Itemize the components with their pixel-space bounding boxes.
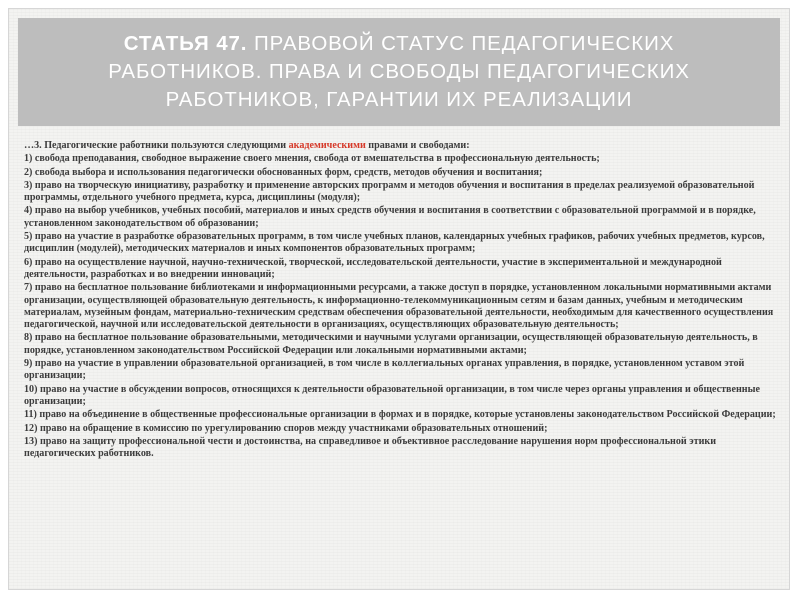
title-band [18, 18, 780, 126]
title-text: ПРАВОВОЙ СТАТУС ПЕДАГОГИЧЕСКИХ РАБОТНИКОВ. ПРАВА И СВОБОДЫ ПЕДАГОГИЧЕСКИХ РАБОТНИКОВ, ГАРАНТИИ ИХ РЕАЛИЗАЦИИ [108, 32, 690, 111]
list-item: 2) свобода выбора и использования педагогически обоснованных форм, средств, методов обучения и воспитания; [24, 166, 543, 178]
list-item: 10) право на участие в обсуждении вопросов, относящихся к деятельности образовательной организации, в том числе через органы управления и общественные организации; [24, 383, 760, 407]
list-item: 11) право на объединение в общественные профессиональные организации в формах и в порядке, которые установлены законодательством Российской Федерации; [24, 409, 776, 421]
slide-title [58, 30, 740, 114]
list-item: 3) право на творческую инициативу, разработку и применение авторских программ и методов обучения и воспитания в пределах реализуемой образовательной программы, отдельного учебного предмета, курса, дисциплины (модуля); [24, 179, 755, 204]
list-item: 1) свобода преподавания, свободное выражение своего мнения, свобода от вмешательства в профессиональную деятельность; [24, 153, 600, 165]
list-item: 4) право на выбор учебников, учебных пособий, материалов и иных средств обучения и воспитания в соответствии с образовательной программой и в порядке, установленном законодательством об образовании; [24, 205, 756, 229]
list-item: 6) право на осуществление научной, научно-технической, творческой, исследовательской деятельности, участие в экспериментальной и международной деятельности, разработках и во внедрении инноваций; [24, 256, 722, 280]
list-item: 9) право на участие в управлении образовательной организацией, в том числе в коллегиальных органах управления, в порядке, установленном уставом этой организации; [24, 358, 745, 382]
intro-after: правами и свободами: [368, 140, 470, 151]
intro-before: …3. Педагогические работники пользуются следующими [24, 140, 287, 151]
intro-accent: академическими [288, 140, 366, 151]
intro-paragraph [24, 140, 779, 152]
slide-content [24, 140, 779, 461]
list-item: 13) право на защиту профессиональной чести и достоинства, на справедливое и объективное расследование нарушения норм профессиональной этики педагогических работников. [24, 435, 717, 460]
list-item: 7) право на бесплатное пользование библиотеками и информационными ресурсами, а также доступ в порядке, установленном локальными нормативными актами организации, осуществляющей образовательную деятельность, к информационно-телекоммуникационным сетям и базам данных, учебным и методическим материалам, музейным фондам, материально-техническим средствам обеспечения образовательной деятельности, необходимым для качественного осуществления педагогической, научной или исследовательской деятельности в организациях, осуществляющих образовательную деятельность; [24, 282, 774, 331]
list-item: 5) право на участие в разработке образовательных программ, в том числе учебных планов, календарных учебных графиков, рабочих учебных предметов, курсов, дисциплин (модулей), методических материалов и иных компонентов образовательных программ; [24, 231, 765, 255]
list-item: 8) право на бесплатное пользование образовательными, методическими и научными услугами организации, осуществляющей образовательную деятельность, в порядке, установленном законодательством Российской Федерации или локальными нормативными актами; [24, 332, 758, 356]
title-article: СТАТЬЯ 47. [123, 32, 248, 55]
list-item: 12) право на обращение в комиссию по урегулированию споров между участниками образовательных отношений; [24, 422, 548, 434]
